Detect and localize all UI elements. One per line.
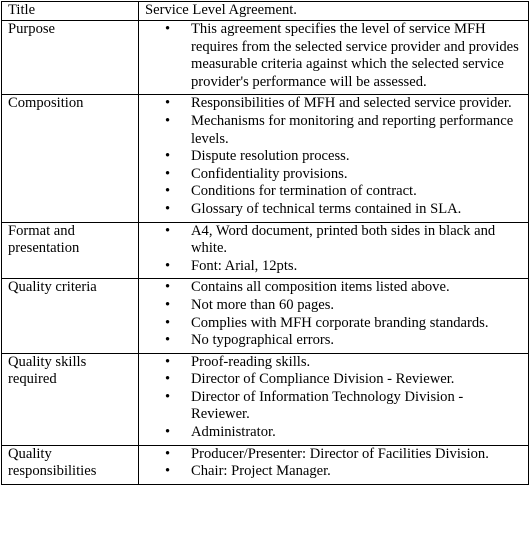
row-label: Title [2,2,139,21]
bullet-list [145,279,524,352]
list-item: • Complies with MFH corporate branding standards. [145,315,524,333]
list-item: • Responsibilities of MFH and selected service provider. [145,95,524,113]
list-item: • Dispute resolution process. [145,148,524,166]
list-item: • Conditions for termination of contract. [145,183,524,201]
row-label: Quality criteria [2,279,139,353]
list-item: • Director of Compliance Division - Reviewer. [145,371,524,389]
product-description-table [1,1,529,485]
list-item: • Chair: Project Manager. [145,463,524,481]
bullet-list [145,354,524,445]
bullet-list [145,223,524,279]
title-row [2,2,529,21]
bullet-list [145,95,524,221]
list-item: • A4, Word document, printed both sides in black and white. [145,223,524,258]
list-item: • Administrator. [145,424,524,442]
list-item: • This agreement specifies the level of service MFH requires from the selected service provider and provides measurable criteria against which the selected service provider's performance will be assessed. [145,21,524,91]
list-item: • Proof-reading skills. [145,354,524,372]
row-label: Format and presentation [2,222,139,279]
composition-row [2,95,529,222]
bullet-list [145,446,524,484]
list-item: • Glossary of technical terms contained in SLA. [145,201,524,219]
list-item: • Mechanisms for monitoring and reporting performance levels. [145,113,524,148]
list-item: • Producer/Presenter: Director of Facilities Division. [145,446,524,464]
row-label: Quality skills required [2,353,139,445]
row-label: Quality responsibilities [2,445,139,484]
list-item: • Director of Information Technology Division - Reviewer. [145,389,524,424]
list-item: • Not more than 60 pages. [145,297,524,315]
list-item: • No typographical errors. [145,332,524,350]
row-label: Purpose [2,21,139,95]
purpose-row [2,21,529,95]
quality-criteria-row [2,279,529,353]
format-row [2,222,529,279]
bullet-list [145,21,524,94]
list-item: • Font: Arial, 12pts. [145,258,524,276]
row-label: Composition [2,95,139,222]
quality-responsibilities-row [2,445,529,484]
list-item: • Contains all composition items listed above. [145,279,524,297]
list-item: • Confidentiality provisions. [145,166,524,184]
quality-skills-row [2,353,529,445]
row-value: Service Level Agreement. [139,2,529,21]
